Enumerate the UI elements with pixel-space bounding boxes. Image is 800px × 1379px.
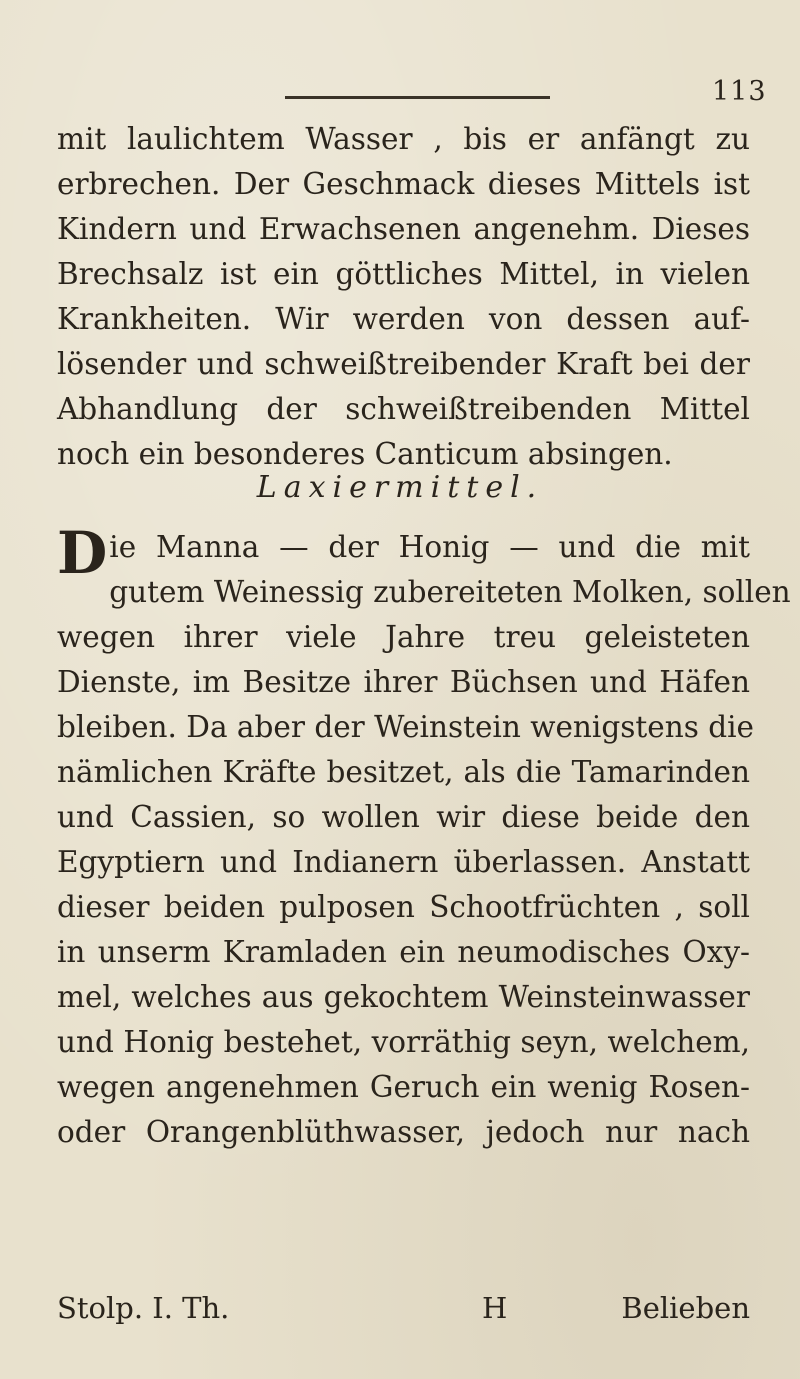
text-line: ie Manna — der Honig — und die mit	[109, 530, 750, 564]
sheet-mark: H	[482, 1291, 508, 1325]
text-line: gutem Weinessig zubereiteten Molken, sollen	[109, 575, 791, 609]
text-line: Egyptiern und Indianern überlassen. Anstatt	[57, 845, 750, 879]
text-line: nämlichen Kräfte besitzet, als die Tamarinden	[57, 755, 750, 789]
text-line: lösender und schweißtreibender Kraft bei der	[57, 347, 750, 381]
paragraph-2	[57, 519, 791, 1155]
text-line: wegen ihrer viele Jahre treu geleisteten	[57, 620, 750, 654]
signature-mark: Stolp. I. Th.	[57, 1291, 230, 1325]
text-line: Brechsalz ist ein göttliches Mittel, in vielen	[57, 257, 750, 291]
text-line: erbrechen. Der Geschmack dieses Mittels ist	[57, 167, 750, 201]
drop-cap: D	[57, 519, 108, 587]
paragraph-1	[57, 117, 750, 477]
catchword: Belieben	[621, 1291, 750, 1325]
text-line: Abhandlung der schweißtreibenden Mittel	[57, 392, 750, 426]
text-line: in unserm Kramladen ein neumodisches Oxy-	[57, 935, 750, 969]
text-line: mel, welches aus gekochtem Weinsteinwasser	[57, 980, 750, 1014]
text-line: Krankheiten. Wir werden von dessen auf-	[57, 302, 750, 336]
header-rule	[285, 96, 550, 99]
text-line: Dienste, im Besitze ihrer Büchsen und Häfen	[57, 665, 750, 699]
text-line: dieser beiden pulposen Schootfrüchten , soll	[57, 890, 750, 924]
text-line: und Cassien, so wollen wir diese beide den	[57, 800, 750, 834]
text-line: und Honig bestehet, vorräthig seyn, welchem,	[57, 1025, 750, 1059]
page-number: 113	[712, 76, 767, 107]
text-line: oder Orangenblüthwasser, jedoch nur nach	[57, 1115, 750, 1149]
text-line: wegen angenehmen Geruch ein wenig Rosen-	[57, 1070, 750, 1104]
text-line: mit laulichtem Wasser , bis er anfängt zu	[57, 122, 750, 156]
text-line: bleiben. Da aber der Weinstein wenigstens die	[57, 710, 754, 744]
section-heading: Laxiermittel.	[256, 470, 544, 505]
text-line: noch ein besonderes Canticum absingen.	[57, 437, 673, 471]
text-line: Kindern und Erwachsenen angenehm. Dieses	[57, 212, 750, 246]
